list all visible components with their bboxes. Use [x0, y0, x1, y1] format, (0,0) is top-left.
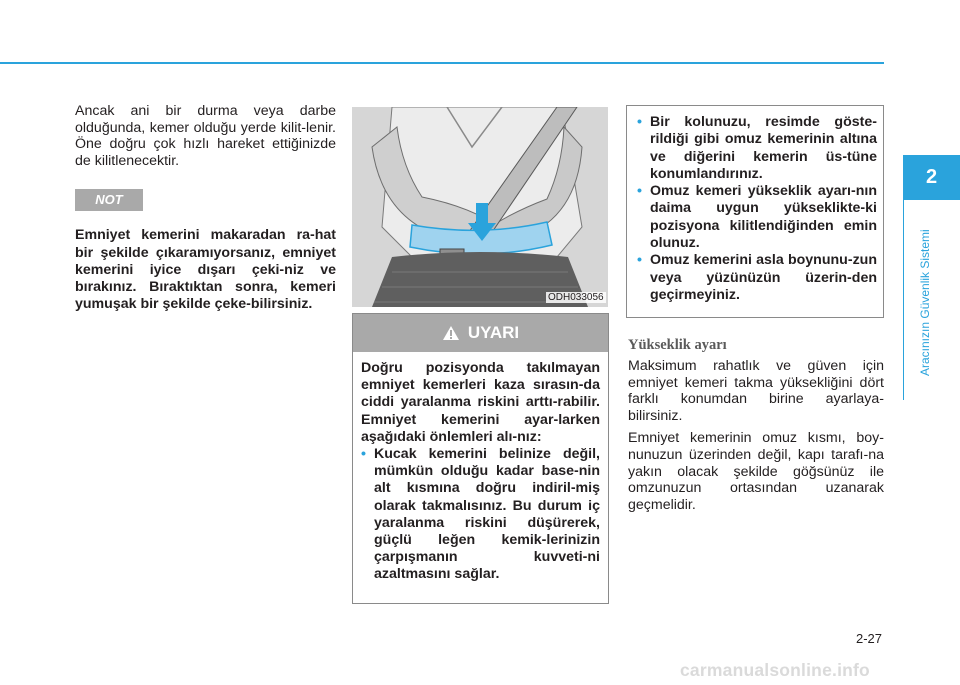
list-item: • Omuz kemeri yükseklik ayarı-nın daima uygun yükseklikte-ki pozisyona kilitlendiğinden emin olunuz.: [637, 183, 877, 252]
warning-triangle-icon: [442, 325, 460, 341]
warning-header: [353, 314, 608, 352]
column-left: [75, 103, 336, 313]
chapter-label: Aracınızın Güvenlik Sistemi: [918, 229, 932, 376]
intro-paragraph: Ancak ani bir durma veya darbe olduğunda, kemer olduğu yerde kilit-lenir. Öne doğru çok hızlı hareket ettiğinizde de kilitlenecektir.: [75, 103, 336, 169]
bullet-dot-icon: •: [637, 252, 642, 269]
bullet-dot-icon: •: [637, 114, 642, 130]
list-item: • Omuz kemerini asla boynunu-zun veya yüzünüzün üzerin-den geçirmeyiniz.: [637, 252, 877, 303]
sidebar-rule: [903, 200, 904, 400]
bullet-dot-icon: •: [361, 446, 366, 463]
seatbelt-lap-illustration: [352, 107, 608, 307]
bullet-dot-icon: •: [637, 183, 642, 200]
continued-bullets: [637, 114, 877, 304]
top-rule: [0, 62, 884, 64]
watermark: carmanualsonline.info: [680, 660, 870, 680]
chapter-tab: 2: [903, 155, 960, 200]
warning-box: [352, 313, 609, 604]
page-number: 2-27: [856, 631, 883, 646]
warning-title: UYARI: [467, 323, 520, 342]
list-item: • Bir kolunuzu, resimde göste-rildiği gibi omuz kemerinin altına ve diğerini kemerin üs-tüne konumlandırınız.: [637, 114, 877, 182]
height-paragraph-2: Emniyet kemerinin omuz kısmı, boy-nunuzun üzerinden değil, kapı tarafı-na yakın olacak şekilde göğsünüz ile omzunuzun ortasından uzanarak geçmelidir.: [628, 430, 884, 513]
note-text: Emniyet kemerini makaradan ra-hat bir şekilde çıkaramıyorsanız, emniyet kemerini iyice dışarı çeki-niz ve bırakınız. Bıraktıktan sonra, kemeri yumuşak bir şekilde çeke-bilirsiniz.: [75, 227, 336, 313]
warning-intro: Doğru pozisyonda takılmayan emniyet kemerleri kaza sırasın-da ciddi yaralanma riskini arttı-rabilir. Emniyet kemerini ayar-larken aşağıdaki önlemleri alı-nız:: [361, 360, 600, 445]
warning-bullets: [361, 446, 600, 584]
continued-warning-box: [626, 105, 884, 318]
figure-code: ODH033056: [548, 292, 604, 303]
list-item: • Kucak kemerini belinize değil, mümkün olduğu kadar base-nin alt kısmına doğru indiril-miş olarak takmalısınız. Bu durum iç yaralanma riskini düşürerek, güçlü leğen kemik-lerinizin çarpışmanın kuvveti-ni azaltmasını sağlar.: [361, 446, 600, 583]
height-paragraph-1: Maksimum rahatlık ve güven için emniyet kemeri takma yüksekliğini dört farklı konumdan birine ayarlaya-bilirsiniz.: [628, 358, 884, 424]
column-right: [628, 337, 884, 519]
note-badge: NOT: [75, 189, 143, 211]
seatbelt-figure: [352, 107, 608, 307]
section-heading: Yükseklik ayarı: [628, 337, 727, 353]
